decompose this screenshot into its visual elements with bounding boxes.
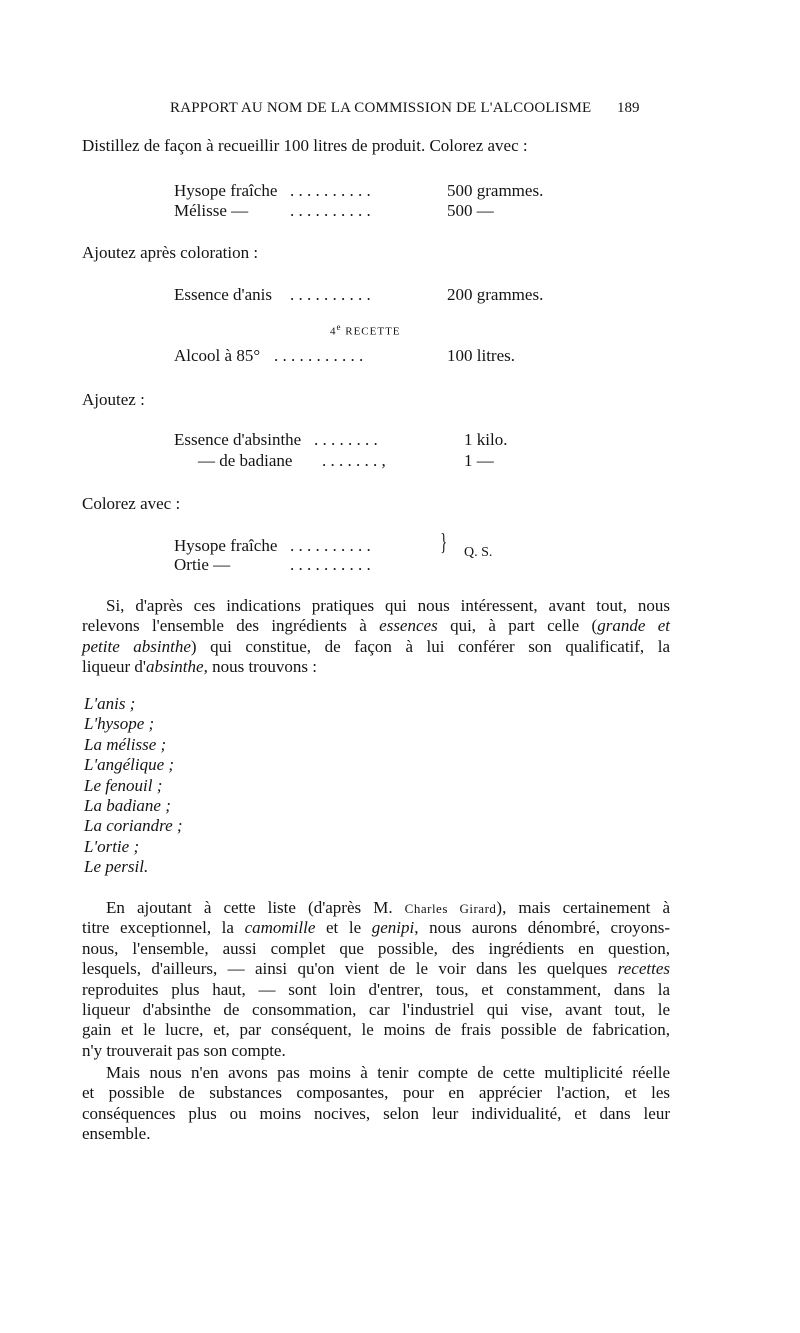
leader-dots: . . . . . . . . . . <box>290 181 371 200</box>
text-span: lesquels, d'ailleurs, — ainsi qu'on vient de le voir dans les quelques <box>82 959 608 979</box>
italic-term: essences <box>379 616 438 636</box>
list-item: L'angélique ; <box>84 755 175 775</box>
text-span: En ajoutant à cette liste (d'après M. <box>106 898 393 917</box>
text-line <box>82 657 670 677</box>
text-span: relevons l'ensemble des ingrédients à <box>82 616 367 636</box>
recipe-item-qty: 500 grammes. <box>447 181 544 200</box>
list-item: Le persil. <box>84 857 149 877</box>
curly-brace-icon: } <box>440 530 448 556</box>
leader-dots: . . . . . . . . <box>314 430 378 449</box>
leader-dots: . . . . . . . . . . <box>290 201 371 220</box>
text-span: ), mais certainement à <box>496 898 671 917</box>
running-header: RAPPORT AU NOM DE LA COMMISSION DE L'ALCOOLISME <box>170 100 592 116</box>
list-item: L'anis ; <box>84 694 136 713</box>
italic-term: absinthe <box>145 657 204 677</box>
list-item: La mélisse ; <box>84 734 167 754</box>
list-item: La badiane ; <box>84 795 171 815</box>
recipe-item-name: Mélisse — <box>174 201 249 220</box>
text-line <box>82 637 670 657</box>
author-name: Charles Girard <box>404 901 497 916</box>
text-line: gain et le lucre, et, par conséquent, le moins de frais possible de fabrication, <box>82 1020 670 1040</box>
recipe-item-name: Alcool à 85° <box>174 346 261 365</box>
text-span: liqueur d' <box>82 657 146 677</box>
recipe-item-qty: 1 kilo. <box>464 430 508 449</box>
text-line: Si, d'après ces indications pratiques qui nous intéressent, avant tout, nous <box>106 596 670 615</box>
recipe-item-qty: 500 — <box>447 201 494 220</box>
recipe-item-qty: 200 grammes. <box>447 285 544 304</box>
leader-dots: . . . . . . . , <box>322 451 386 470</box>
text-line <box>82 918 670 938</box>
text-line: Mais nous n'en avons pas moins à tenir compte de cette multiplicité réelle <box>106 1063 670 1082</box>
list-item: L'ortie ; <box>84 836 140 856</box>
list-item: La coriandre ; <box>84 816 183 836</box>
recipe-item-name: — de badiane <box>198 451 293 470</box>
recipe-item-qty: 1 — <box>464 451 494 470</box>
italic-term: genipi <box>371 918 415 938</box>
ajoutez-line: Ajoutez : <box>82 390 145 409</box>
list-item: L'hysope ; <box>84 714 155 734</box>
after-coloration-line: Ajoutez après coloration : <box>82 243 259 262</box>
text-span: , nous aurons dénombré, croyons- <box>414 918 671 938</box>
italic-term: recettes <box>617 959 670 979</box>
text-line <box>82 616 670 636</box>
leader-dots: . . . . . . . . . . <box>290 285 371 304</box>
text-line: liqueur d'absinthe de consommation, car l'industriel qui vise, avant tout, le <box>82 999 670 1019</box>
text-line <box>82 959 670 979</box>
recipe-item-name: Ortie — <box>174 555 231 574</box>
paragraph-girard <box>82 898 670 1061</box>
leader-dots: . . . . . . . . . . <box>290 555 371 574</box>
recipe-number-sup: e <box>336 322 342 332</box>
text-span: et le <box>326 918 362 938</box>
recipe-label: RECETTE <box>345 325 401 338</box>
text-line: n'y trouverait pas son compte. <box>82 1040 286 1060</box>
ingredient-list <box>84 694 183 878</box>
text-line <box>82 898 670 918</box>
text-span: , nous trouvons : <box>203 657 317 677</box>
recipe-item-name: Hysope fraîche <box>174 181 278 200</box>
recipe-item-name: Hysope fraîche <box>174 536 278 555</box>
text-span: ) qui constitue, de façon à lui conférer son qualificatif, la <box>190 636 670 656</box>
quantum-satis: Q. S. <box>464 545 493 560</box>
text-line: nous, l'ensemble, aussi complet que possible, des ingrédients en question, <box>82 938 670 958</box>
leader-dots: . . . . . . . . . . . <box>274 346 364 365</box>
text-line: et possible de substances composantes, pour en apprécier l'action, et les <box>82 1083 670 1103</box>
italic-term: petite absinthe <box>82 636 191 656</box>
recipe-number: 4 <box>330 325 337 338</box>
paragraph-ingredients-intro <box>82 596 670 678</box>
colorez-avec-line: Colorez avec : <box>82 494 181 513</box>
recipe-item-qty: 100 litres. <box>447 346 515 365</box>
recipe-heading <box>330 322 401 338</box>
text-line: conséquences plus ou moins nocives, selon leur individualité, et dans leur <box>82 1103 670 1123</box>
text-line: reproduites plus haut, — sont loin d'entrer, tous, et constamment, dans la <box>82 979 670 999</box>
leader-dots: . . . . . . . . . . <box>290 536 371 555</box>
italic-term: camomille <box>244 918 316 938</box>
text-span: qui, à part celle ( <box>450 616 598 636</box>
intro-line: Distillez de façon à recueillir 100 litres de produit. Colorez avec : <box>82 136 528 155</box>
text-span: titre exceptionnel, la <box>82 918 234 938</box>
page-number: 189 <box>617 100 640 116</box>
italic-term: grande et <box>597 616 671 636</box>
recipe-item-name: Essence d'anis <box>174 285 272 304</box>
recipe-item-name: Essence d'absinthe <box>174 430 302 449</box>
paragraph-conclusion <box>82 1063 670 1145</box>
list-item: Le fenouil ; <box>84 775 163 795</box>
text-line: ensemble. <box>82 1124 151 1144</box>
